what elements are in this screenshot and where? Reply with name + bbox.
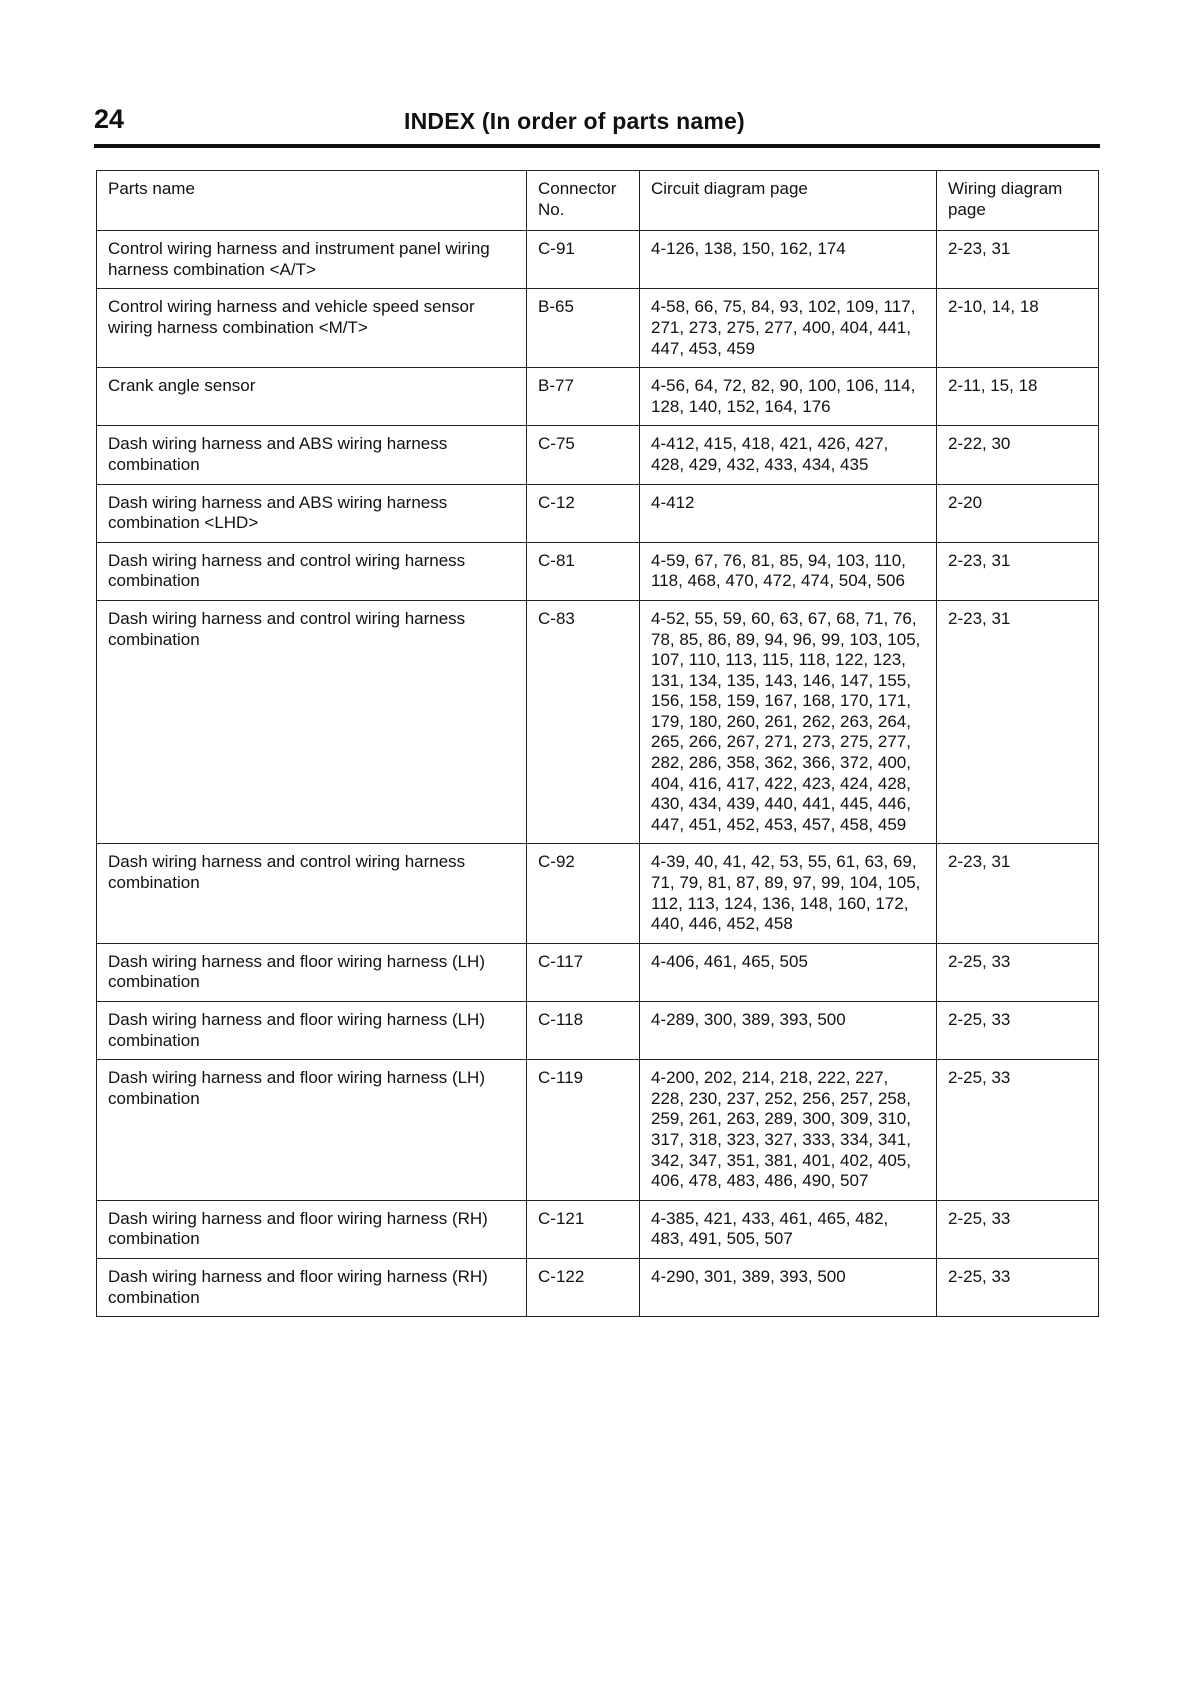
connector-no-cell: C-75 bbox=[527, 426, 640, 484]
page-header bbox=[94, 100, 1100, 148]
table-row bbox=[97, 426, 1099, 484]
parts-name-cell: Dash wiring harness and floor wiring harness (LH) combination bbox=[97, 1060, 527, 1201]
circuit-diagram-page-cell: 4-412, 415, 418, 421, 426, 427, 428, 429, 432, 433, 434, 435 bbox=[640, 426, 937, 484]
table-row bbox=[97, 1258, 1099, 1316]
wiring-diagram-page-cell: 2-20 bbox=[937, 484, 1099, 542]
table-row bbox=[97, 1200, 1099, 1258]
wiring-diagram-page-cell: 2-23, 31 bbox=[937, 231, 1099, 289]
connector-no-cell: C-119 bbox=[527, 1060, 640, 1201]
parts-name-cell: Dash wiring harness and floor wiring harness (LH) combination bbox=[97, 1002, 527, 1060]
parts-name-cell: Dash wiring harness and floor wiring harness (RH) combination bbox=[97, 1258, 527, 1316]
wiring-diagram-page-cell: 2-23, 31 bbox=[937, 542, 1099, 600]
circuit-diagram-page-cell: 4-56, 64, 72, 82, 90, 100, 106, 114, 128, 140, 152, 164, 176 bbox=[640, 368, 937, 426]
circuit-diagram-page-cell: 4-406, 461, 465, 505 bbox=[640, 943, 937, 1001]
connector-no-cell: B-77 bbox=[527, 368, 640, 426]
table-row bbox=[97, 542, 1099, 600]
table-row bbox=[97, 368, 1099, 426]
page-number: 24 bbox=[94, 104, 125, 134]
wiring-diagram-page-cell: 2-23, 31 bbox=[937, 844, 1099, 943]
table-row bbox=[97, 484, 1099, 542]
page-title: INDEX (In order of parts name) bbox=[404, 108, 745, 134]
wiring-diagram-page-cell: 2-25, 33 bbox=[937, 1060, 1099, 1201]
parts-name-cell: Control wiring harness and vehicle speed sensor wiring harness combination <M/T> bbox=[97, 289, 527, 368]
parts-name-cell: Dash wiring harness and ABS wiring harness combination bbox=[97, 426, 527, 484]
connector-no-cell: C-117 bbox=[527, 943, 640, 1001]
circuit-diagram-page-cell: 4-126, 138, 150, 162, 174 bbox=[640, 231, 937, 289]
parts-name-cell: Dash wiring harness and control wiring harness combination bbox=[97, 600, 527, 844]
wiring-diagram-page-cell: 2-25, 33 bbox=[937, 943, 1099, 1001]
parts-name-cell: Crank angle sensor bbox=[97, 368, 527, 426]
connector-no-cell: C-83 bbox=[527, 600, 640, 844]
table-row bbox=[97, 600, 1099, 844]
parts-name-cell: Dash wiring harness and floor wiring harness (RH) combination bbox=[97, 1200, 527, 1258]
parts-name-cell: Dash wiring harness and floor wiring harness (LH) combination bbox=[97, 943, 527, 1001]
parts-name-cell: Control wiring harness and instrument panel wiring harness combination <A/T> bbox=[97, 231, 527, 289]
connector-no-cell: B-65 bbox=[527, 289, 640, 368]
table-row bbox=[97, 289, 1099, 368]
circuit-diagram-page-cell: 4-412 bbox=[640, 484, 937, 542]
wiring-diagram-page-cell: 2-22, 30 bbox=[937, 426, 1099, 484]
connector-no-cell: C-12 bbox=[527, 484, 640, 542]
wiring-diagram-page-cell: 2-11, 15, 18 bbox=[937, 368, 1099, 426]
table-row bbox=[97, 231, 1099, 289]
table-body bbox=[97, 231, 1099, 1317]
connector-no-cell: C-81 bbox=[527, 542, 640, 600]
column-header-connector-no: Connector No. bbox=[527, 171, 640, 231]
circuit-diagram-page-cell: 4-385, 421, 433, 461, 465, 482, 483, 491, 505, 507 bbox=[640, 1200, 937, 1258]
wiring-diagram-page-cell: 2-23, 31 bbox=[937, 600, 1099, 844]
circuit-diagram-page-cell: 4-290, 301, 389, 393, 500 bbox=[640, 1258, 937, 1316]
connector-no-cell: C-92 bbox=[527, 844, 640, 943]
parts-name-cell: Dash wiring harness and control wiring harness combination bbox=[97, 844, 527, 943]
parts-name-cell: Dash wiring harness and control wiring harness combination bbox=[97, 542, 527, 600]
column-header-circuit-diagram-page: Circuit diagram page bbox=[640, 171, 937, 231]
table-row bbox=[97, 844, 1099, 943]
circuit-diagram-page-cell: 4-289, 300, 389, 393, 500 bbox=[640, 1002, 937, 1060]
column-header-parts-name: Parts name bbox=[97, 171, 527, 231]
table-row bbox=[97, 1060, 1099, 1201]
wiring-diagram-page-cell: 2-25, 33 bbox=[937, 1200, 1099, 1258]
connector-no-cell: C-121 bbox=[527, 1200, 640, 1258]
table-row bbox=[97, 1002, 1099, 1060]
table-row bbox=[97, 943, 1099, 1001]
connector-no-cell: C-91 bbox=[527, 231, 640, 289]
circuit-diagram-page-cell: 4-52, 55, 59, 60, 63, 67, 68, 71, 76, 78, 85, 86, 89, 94, 96, 99, 103, 105, 107, 110, 113, 115, 118, 122, 123, 131, 134, 135, 143, 146, 147, 155, 156, 158, 159, 167, 168, 170, 171, 179, 180, 260, 261, 262, 263, 264, 265, 266, 267, 271, 273, 275, 277, 282, 286, 358, 362, 366, 372, 400, 404, 416, 417, 422, 423, 424, 428, 430, 434, 439, 440, 441, 445, 446, 447, 451, 452, 453, 457, 458, 459 bbox=[640, 600, 937, 844]
parts-index-table bbox=[96, 170, 1099, 1317]
table-header-row bbox=[97, 171, 1099, 231]
circuit-diagram-page-cell: 4-59, 67, 76, 81, 85, 94, 103, 110, 118, 468, 470, 472, 474, 504, 506 bbox=[640, 542, 937, 600]
wiring-diagram-page-cell: 2-10, 14, 18 bbox=[937, 289, 1099, 368]
connector-no-cell: C-118 bbox=[527, 1002, 640, 1060]
circuit-diagram-page-cell: 4-39, 40, 41, 42, 53, 55, 61, 63, 69, 71, 79, 81, 87, 89, 97, 99, 104, 105, 112, 113, 124, 136, 148, 160, 172, 440, 446, 452, 458 bbox=[640, 844, 937, 943]
circuit-diagram-page-cell: 4-200, 202, 214, 218, 222, 227, 228, 230, 237, 252, 256, 257, 258, 259, 261, 263, 289, 300, 309, 310, 317, 318, 323, 327, 333, 334, 341, 342, 347, 351, 381, 401, 402, 405, 406, 478, 483, 486, 490, 507 bbox=[640, 1060, 937, 1201]
connector-no-cell: C-122 bbox=[527, 1258, 640, 1316]
wiring-diagram-page-cell: 2-25, 33 bbox=[937, 1002, 1099, 1060]
wiring-diagram-page-cell: 2-25, 33 bbox=[937, 1258, 1099, 1316]
column-header-wiring-diagram-page: Wiring diagram page bbox=[937, 171, 1099, 231]
parts-name-cell: Dash wiring harness and ABS wiring harness combination <LHD> bbox=[97, 484, 527, 542]
circuit-diagram-page-cell: 4-58, 66, 75, 84, 93, 102, 109, 117, 271, 273, 275, 277, 400, 404, 441, 447, 453, 459 bbox=[640, 289, 937, 368]
